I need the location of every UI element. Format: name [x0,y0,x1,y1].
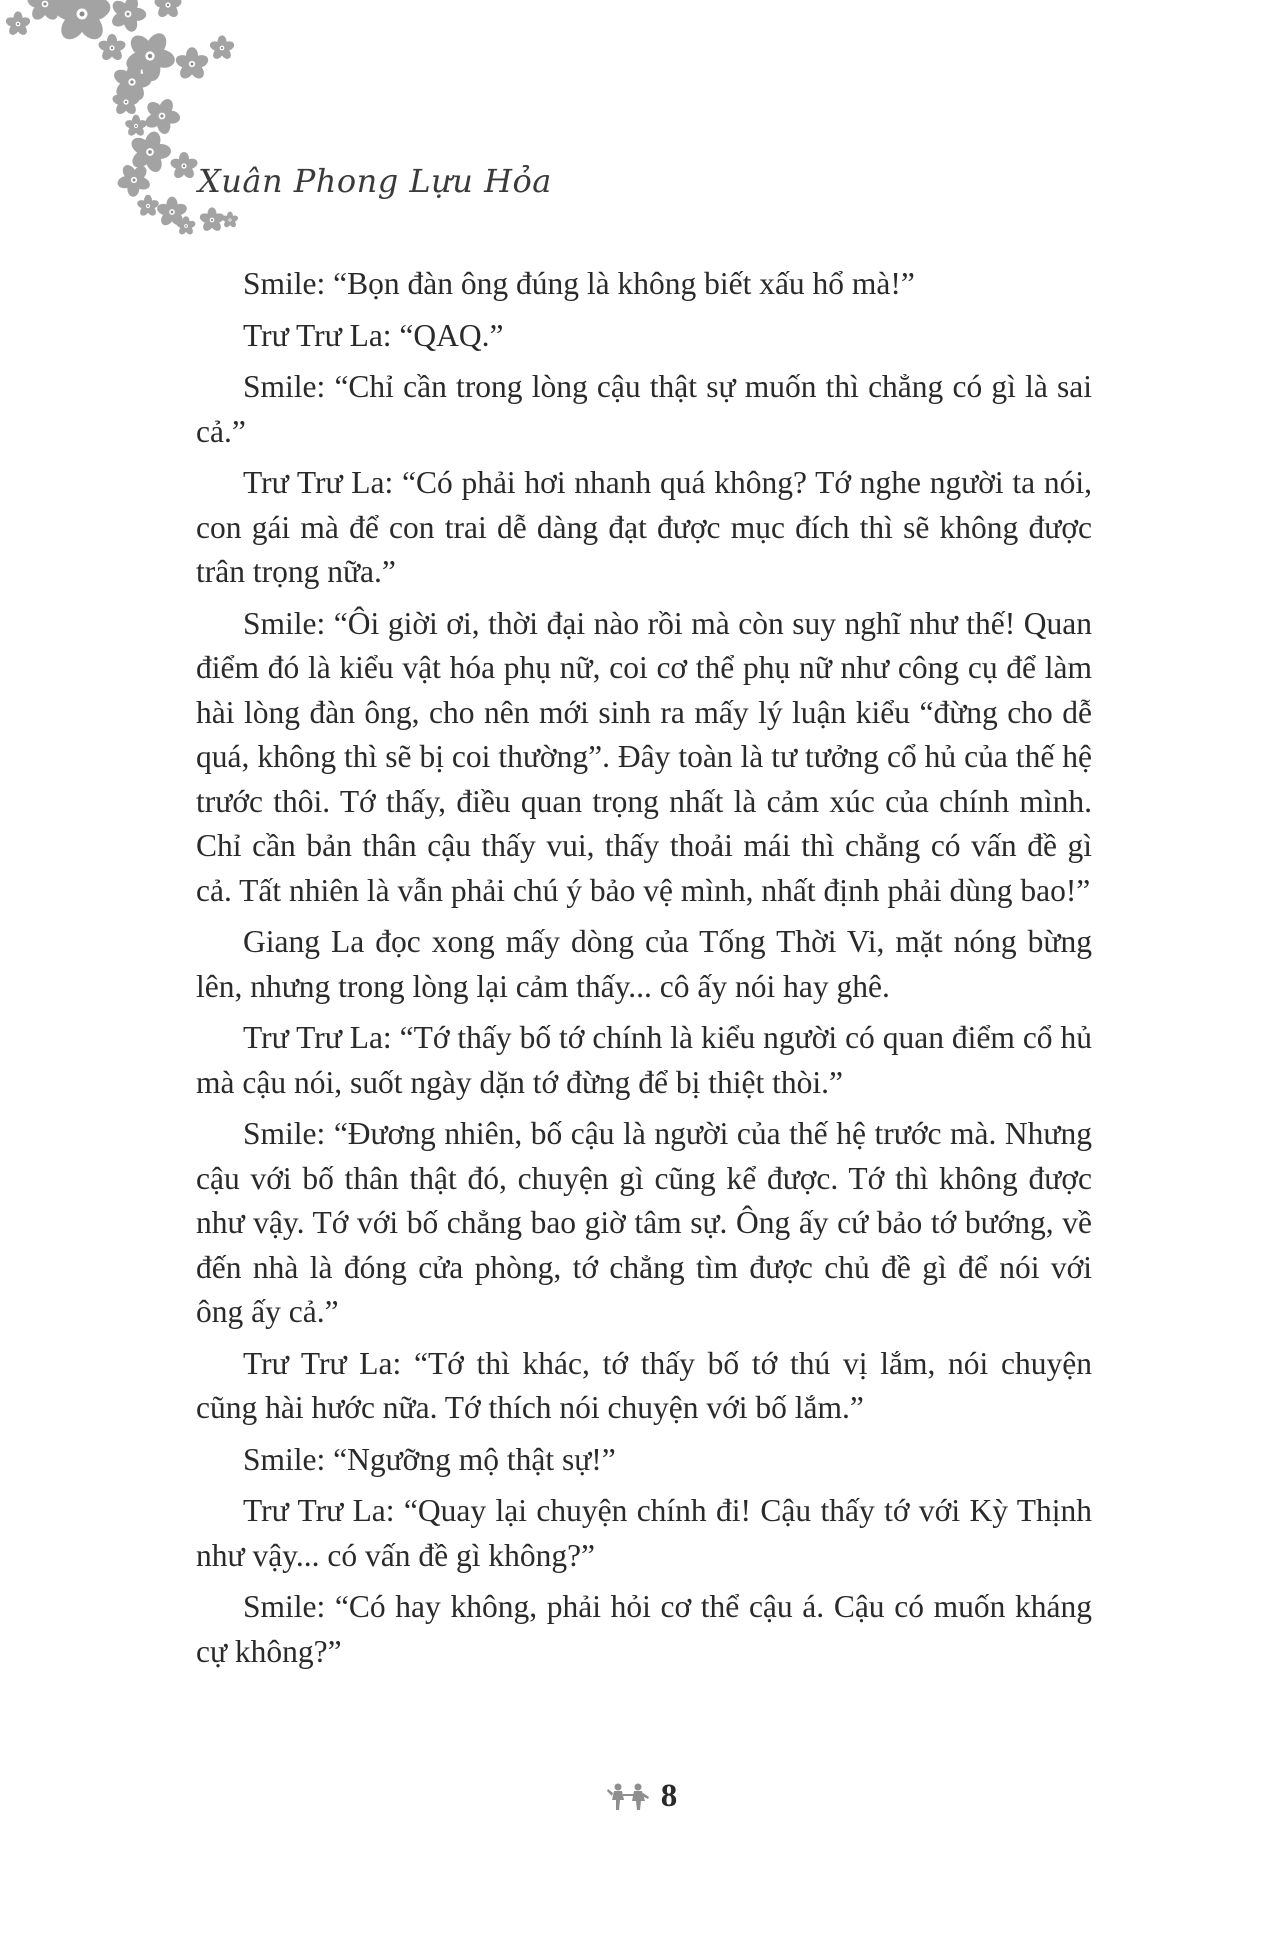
paragraph: Smile: “Ngưỡng mộ thật sự!” [243,1441,616,1477]
paragraph: Smile: “Có hay không, phải hỏi cơ thể cậu á. Cậu có muốn kháng cự không?” [196,1589,1092,1669]
dancing-figures-icon [607,1782,651,1812]
paragraph: Trư Trư La: “Có phải hơi nhanh quá không? Tớ nghe người ta nói, con gái mà để con trai dễ dàng đạt được mục đích thì sẽ không được trân trọng nữa.” [196,465,1092,589]
paragraph: Trư Trư La: “Tớ thì khác, tớ thấy bố tớ thú vị lắm, nói chuyện cũng hài hước nữa. Tớ thích nói chuyện với bố lắm.” [196,1345,1092,1425]
paragraph: Smile: “Bọn đàn ông đúng là không biết xấu hổ mà!” [243,266,915,301]
page-number: 8 [660,1778,678,1814]
paragraph: Smile: “Chỉ cần trong lòng cậu thật sự muốn thì chẳng có gì là sai cả.” [196,369,1092,449]
running-head-title: Xuân Phong Lựu Hỏa [198,162,552,200]
page-footer [0,1778,1284,1817]
flower-decoration [0,0,300,250]
paragraph: Smile: “Ôi giời ơi, thời đại nào rồi mà còn suy nghĩ như thế! Quan điểm đó là kiểu vật hóa phụ nữ, coi cơ thể phụ nữ như công cụ để làm hài lòng đàn ông, cho nên mới sinh ra mấy lý luận kiểu “đừng cho dễ quá, không thì sẽ bị coi thường”. Đây toàn là tư tưởng cổ hủ của thế hệ trước thôi. Tớ thấy, điều quan trọng nhất là cảm xúc của chính mình. Chỉ cần bản thân cậu thấy vui, thấy thoải mái thì chẳng có vấn đề gì cả. Tất nhiên là vẫn phải chú ý bảo vệ mình, nhất định phải dùng bao!” [196,605,1092,908]
paragraph: Trư Trư La: “Quay lại chuyện chính đi! Cậu thấy tớ với Kỳ Thịnh như vậy... có vấn đề gì không?” [196,1493,1092,1573]
body-text [196,262,1092,1681]
paragraph: Trư Trư La: “QAQ.” [243,317,504,353]
paragraph: Smile: “Đương nhiên, bố cậu là người của thế hệ trước mà. Nhưng cậu với bố thân thật đó, chuyện gì cũng kể được. Tớ thì không được như vậy. Tớ với bố chẳng bao giờ tâm sự. Ông ấy cứ bảo tớ bướng, về đến nhà là đóng cửa phòng, tớ chẳng tìm được chủ đề gì để nói với ông ấy cả.” [196,1116,1092,1329]
paragraph: Giang La đọc xong mấy dòng của Tống Thời Vi, mặt nóng bừng lên, nhưng trong lòng lại cảm thấy... cô ấy nói hay ghê. [196,924,1092,1004]
paragraph: Trư Trư La: “Tớ thấy bố tớ chính là kiểu người có quan điểm cổ hủ mà cậu nói, suốt ngày dặn tớ đừng để bị thiệt thòi.” [196,1020,1092,1100]
